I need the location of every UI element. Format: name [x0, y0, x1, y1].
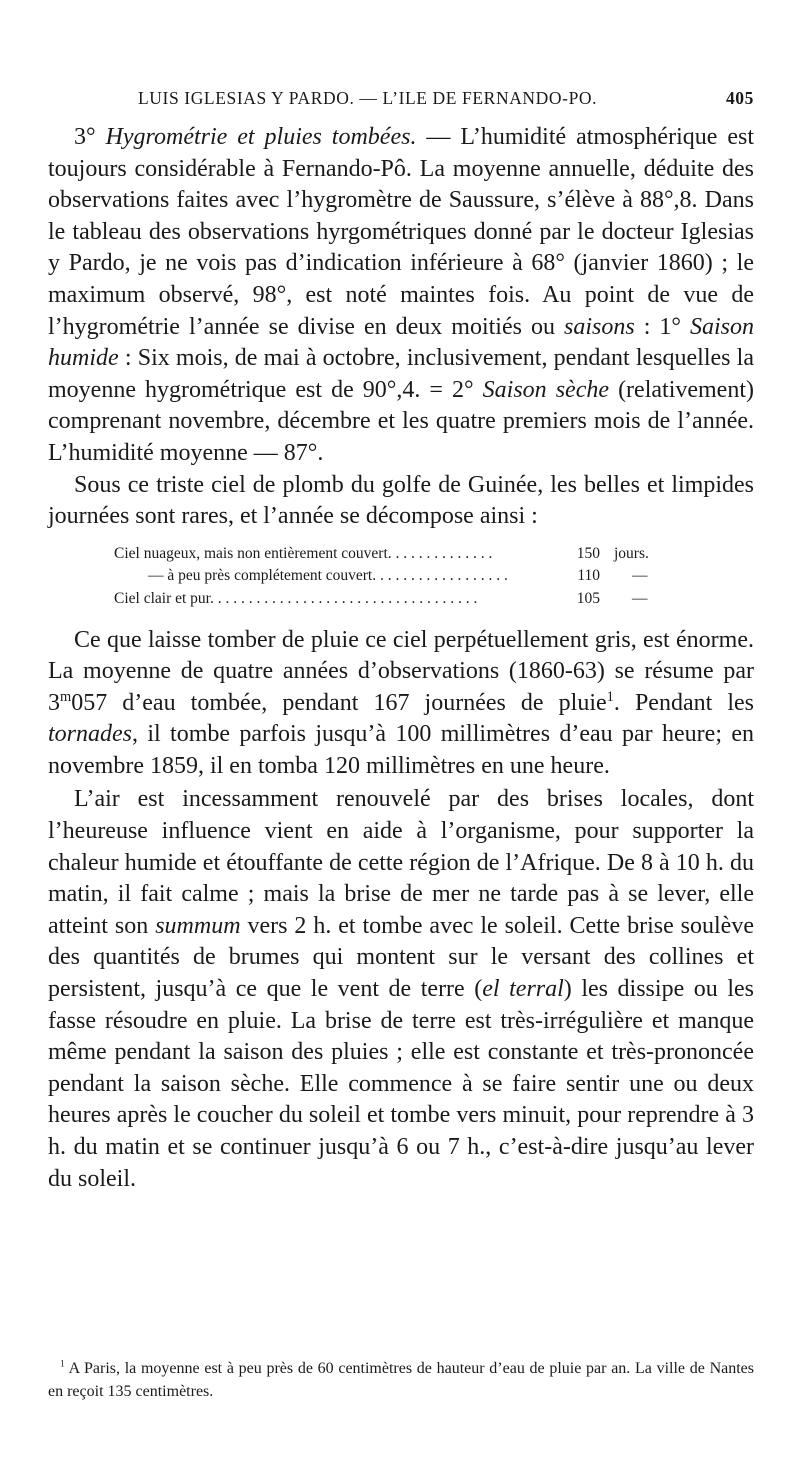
term-saison-humide: Saison humide [48, 313, 754, 372]
section-number: 3° [74, 124, 96, 150]
paragraph-rainfall [48, 625, 754, 783]
term-tornades: tornades [48, 721, 132, 748]
para3-text-3: . Pendant les [613, 689, 755, 716]
meter-superscript: m [60, 688, 72, 705]
term-el-terral: el terral [482, 976, 564, 1003]
page-number: 405 [725, 88, 754, 108]
footnote-reference: 1 [606, 688, 614, 705]
footnote-mark: 1 [60, 1358, 65, 1370]
para3-text-1: Ce que laisse tomber de pluie ce ciel perpétuellement gris, est énorme. La moyenne de quatre années d’observations (1860-63) se résume par 3 [48, 626, 754, 716]
term-saisons: saisons [563, 313, 635, 340]
paragraph-sky: Sous ce triste ciel de plomb du golfe de Guinée, les belles et limpides journées sont rares, et l’année se décompose ainsi : [48, 471, 754, 530]
sky-row-unit: — [632, 589, 648, 607]
para4-text-1: L’air est incessamment renouvelé par des brises locales, dont l’heureuse influence vient en aide à l’organisme, pour supporter la chaleur humide et étouffante de cette région de l’Afrique. De 8 à 10 h. du matin, il fait calme ; mais la brise de mer ne tarde pas à se lever, elle atteint son [48, 786, 754, 939]
sky-row-value: 150 [576, 544, 600, 562]
sky-row-unit: jours. [614, 544, 649, 562]
paragraph-breezes [48, 784, 754, 1195]
footnote-text: A Paris, la moyenne est à peu près de 60 centimètres de hauteur d’eau de pluie par an. La ville de Nantes en reçoit 135 centimètres. [48, 1360, 754, 1400]
body-text [48, 122, 754, 1195]
sky-table-row [114, 588, 680, 611]
sky-row-label: Ciel clair et pur. . . . . . . . . . . . . . . . . . . . . . . . . . . . . . . . . . . [114, 589, 478, 607]
para3-text-2: 057 d’eau tombée, pendant 167 journées de pluie [71, 689, 607, 716]
sky-row-value: 105 [576, 589, 600, 607]
para1-text-3: : Six mois, de mai à octobre, inclusivement, pendant lesquelles la moyenne hygrométrique est de 90°,4. = 2° [48, 345, 754, 403]
running-title: LUIS IGLESIAS Y PARDO. — L’ILE DE FERNANDO-PO. [138, 88, 598, 108]
para4-text-2: vers 2 h. et tombe avec le soleil. Cette brise soulève des quantités de brumes qui montent sur le versant des collines et persistent, jusqu’à ce que le vent de terre ( [48, 912, 754, 1003]
term-summum: summum [155, 912, 241, 939]
section-heading: Hygrométrie et pluies tombées. [105, 124, 417, 150]
para1-text-1: — L’humidité atmosphérique est toujours considérable à Fernando-Pô. La moyenne annuelle, déduite des observations faites avec l’hygromètre de Saussure, s’élève à 88°,8. Dans le tableau des observations hyrgométriques donné par le docteur Iglesias y Pardo, je ne vois pas d’indication inférieure à 68° (janvier 1860) ; le maximum observé, 98°, est noté maintes fois. Au point de vue de l’hygrométrie l’année se divise en deux moitiés ou [48, 124, 754, 340]
sky-row-label: — à peu près complétement couvert. . . . . . . . . . . . . . . . . . [148, 567, 508, 585]
sky-row-value: 110 [577, 567, 600, 585]
para3-text-4: , il tombe parfois jusqu’à 100 millimètres d’eau par heure; en novembre 1859, il en tomba 120 millimètres en une heure. [48, 721, 754, 779]
sky-table-row [114, 543, 680, 566]
sky-table [114, 543, 680, 611]
sky-row-label: Ciel nuageux, mais non entièrement couvert. . . . . . . . . . . . . . [114, 544, 493, 562]
para1-text-2: : 1° [634, 313, 690, 340]
paragraph-hygrometry [48, 122, 754, 470]
term-saison-seche: Saison sèche [482, 376, 610, 403]
para4-text-3: ) les dissipe ou les fasse résoudre en pluie. La brise de terre est très-irrégulière et manque même pendant la saison des pluies ; elle est constante et très-prononcée pendant la saison sèche. Elle commence à se faire sentir une ou deux heures après le coucher du soleil et tombe vers minuit, pour reprendre à 3 h. du matin et se continuer jusqu’à 6 ou 7 h., c’est-à-dire jusqu’au lever du soleil. [48, 976, 754, 1192]
sky-table-row [114, 565, 680, 588]
footnote [48, 1357, 754, 1403]
para1-text-4: (relativement) comprenant novembre, décembre et les quatre premiers mois de l’année. L’humidité moyenne — 87°. [48, 376, 754, 466]
sky-row-unit: — [632, 567, 648, 585]
